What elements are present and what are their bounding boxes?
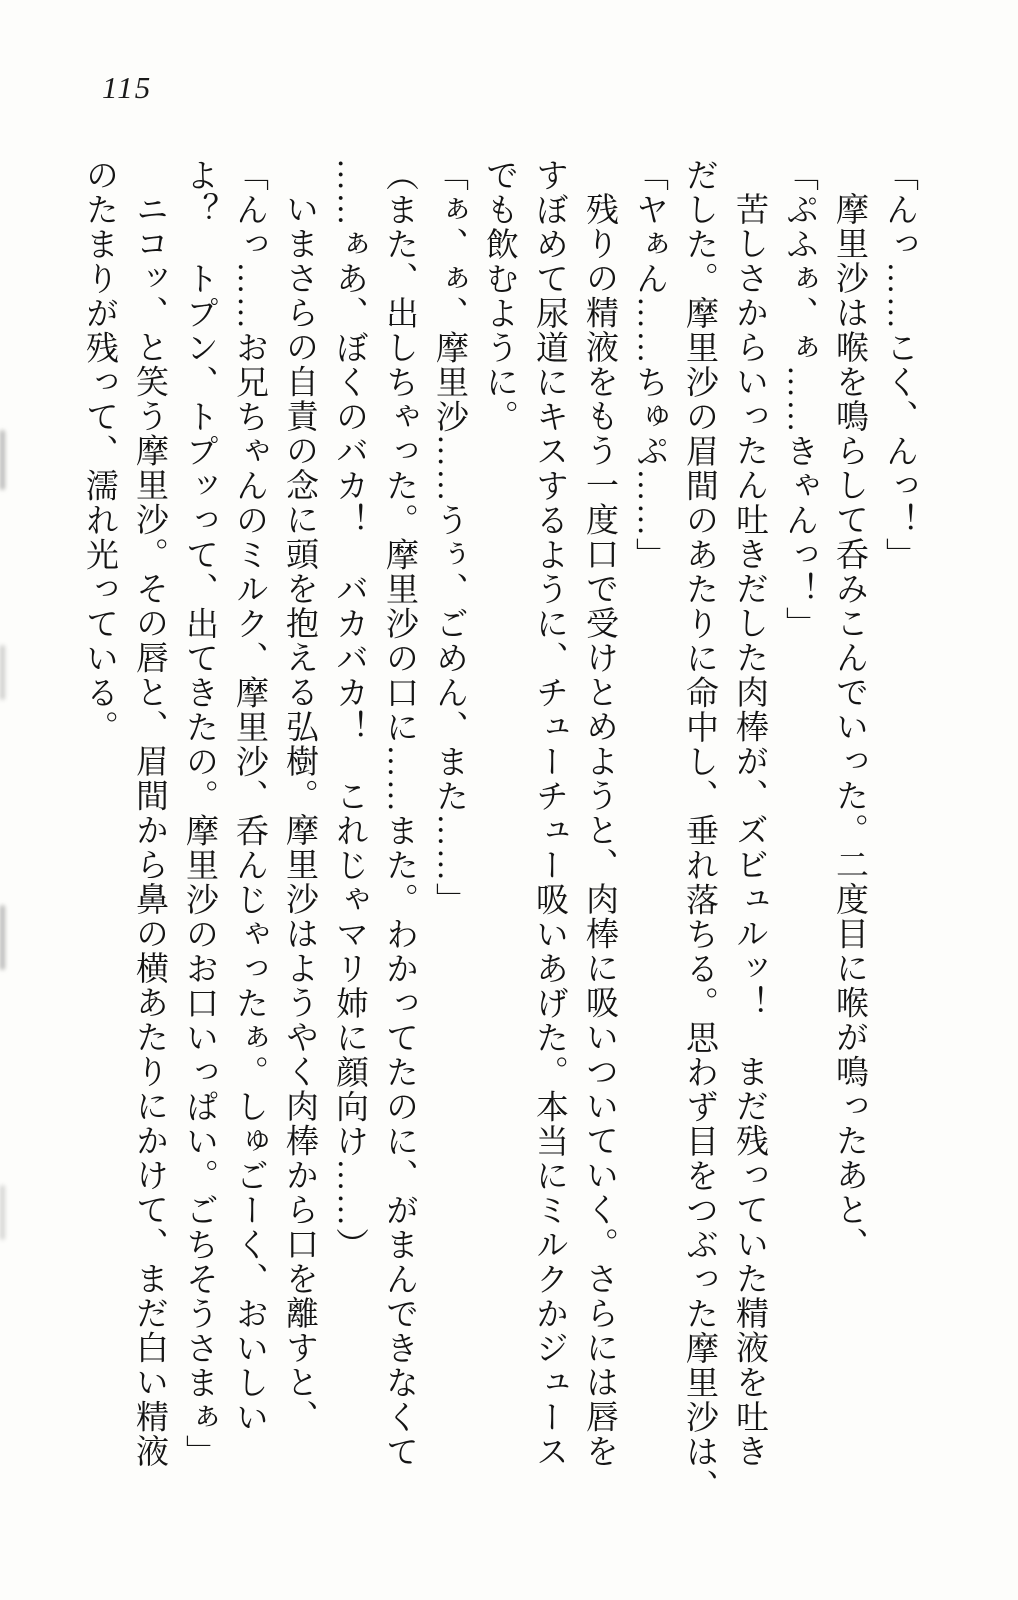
body-text — [74, 158, 924, 1510]
text-line: 摩里沙は喉を鳴らして呑みこんでいった。二度目に喉が鳴ったあと、 — [831, 192, 867, 1262]
scan-artifact — [0, 430, 5, 490]
text-line: のたまりが残って、濡れ光っている。 — [81, 158, 117, 745]
text-line: でも飲むように。 — [481, 158, 517, 434]
text-line: だした。摩里沙の眉間のあたりに命中し、垂れ落ちる。思わず目をつぶった摩里沙は、 — [681, 158, 717, 1504]
text-line: 苦しさからいったん吐きだした肉棒が、ズビュルッ！ まだ残っていた精液を吐き — [731, 192, 767, 1469]
text-line: 「ぷふぁ、ぁ……きゃんっ！」 — [781, 158, 817, 641]
text-line: ニコッ、と笑う摩里沙。その唇と、眉間から鼻の横あたりにかけて、まだ白い精液 — [131, 192, 167, 1469]
page-number: 115 — [102, 70, 153, 105]
text-line: 「ぁ、ぁ、摩里沙……うぅ、ごめん、また……」 — [431, 158, 467, 917]
text-line: ……ぁあ、ぼくのバカ！ バカバカ！ これじゃマリ姉に顔向け……） — [331, 158, 367, 1262]
scan-artifact — [0, 1185, 5, 1240]
text-line: よ？ トプン、トプッって、出てきたの。摩里沙のお口いっぱい。ごちそうさまぁ」 — [181, 158, 217, 1469]
text-line: 残りの精液をもう一度口で受けとめようと、肉棒に吸いついていく。さらには唇を — [581, 192, 617, 1469]
scan-artifact — [0, 645, 5, 700]
scan-artifact — [0, 905, 5, 970]
text-line: 「ヤぁん……ちゅぷ……」 — [631, 158, 667, 572]
text-line: 「んっ……こく、んっ！」 — [881, 158, 917, 572]
text-line: （また、出しちゃった。摩里沙の口に……また。わかってたのに、がまんできなくて — [381, 158, 417, 1469]
text-line: 「んっ……お兄ちゃんのミルク、摩里沙、呑んじゃったぁ。しゅごーく、おいしい — [231, 158, 267, 1435]
text-line: いまさらの自責の念に頭を抱える弘樹。摩里沙はようやく肉棒から口を離すと、 — [281, 192, 317, 1434]
text-line: すぼめて尿道にキスするように、チューチュー吸いあげた。本当にミルクかジュース — [531, 158, 567, 1469]
